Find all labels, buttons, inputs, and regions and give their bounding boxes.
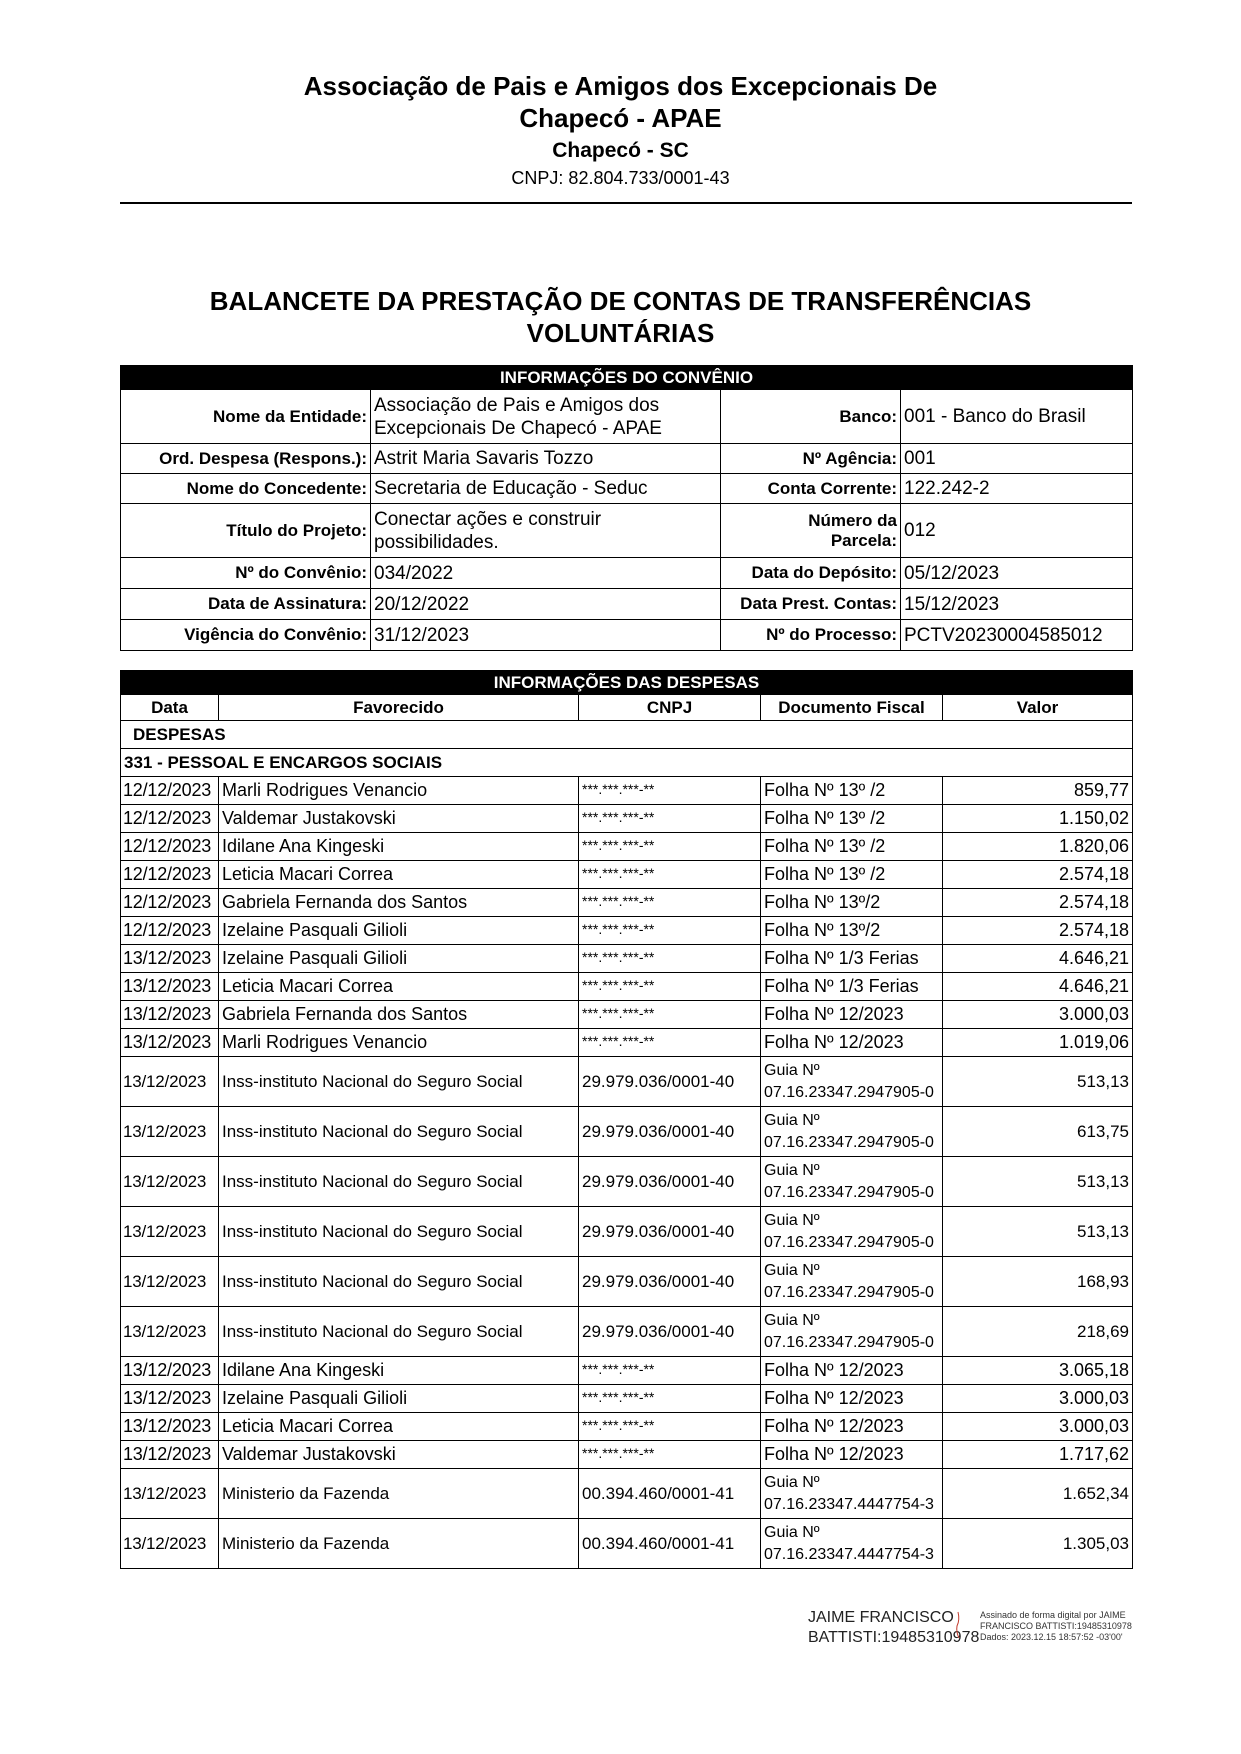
table-row bbox=[121, 1029, 1133, 1057]
data-assinatura-label: Data de Assinatura: bbox=[121, 589, 371, 620]
row-valor: 1.652,34 bbox=[943, 1469, 1133, 1519]
row-cnpj: ***.***.***-** bbox=[579, 833, 761, 861]
convenio-info-table bbox=[120, 365, 1133, 651]
table-row bbox=[121, 1441, 1133, 1469]
row-documento-line1: Guia Nº bbox=[764, 1523, 820, 1541]
row-valor: 2.574,18 bbox=[943, 917, 1133, 945]
data-prest-contas-value: 15/12/2023 bbox=[901, 589, 1133, 620]
row-documento-fiscal: Folha Nº 12/2023 bbox=[761, 1413, 943, 1441]
row-documento-line2: 07.16.23347.2947905-0 bbox=[764, 1183, 934, 1201]
concedente-label: Nome do Concedente: bbox=[121, 474, 371, 504]
row-valor: 3.000,03 bbox=[943, 1385, 1133, 1413]
row-cnpj: 29.979.036/0001-40 bbox=[579, 1307, 761, 1357]
row-cnpj: ***.***.***-** bbox=[579, 861, 761, 889]
signature-details-line1: Assinado de forma digital por JAIME bbox=[980, 1610, 1126, 1620]
ord-despesa-value: Astrit Maria Savaris Tozzo bbox=[371, 444, 721, 474]
row-data: 12/12/2023 bbox=[121, 833, 219, 861]
numero-processo-label: Nº do Processo: bbox=[721, 620, 901, 651]
row-cnpj: ***.***.***-** bbox=[579, 777, 761, 805]
row-favorecido: Valdemar Justakovski bbox=[219, 805, 579, 833]
row-favorecido: Izelaine Pasquali Gilioli bbox=[219, 917, 579, 945]
data-prest-contas-label: Data Prest. Contas: bbox=[721, 589, 901, 620]
organization-name-line2: Chapecó - APAE bbox=[519, 103, 722, 133]
table-row bbox=[121, 1519, 1133, 1569]
agencia-label: Nº Agência: bbox=[721, 444, 901, 474]
row-documento-fiscal: Folha Nº 13º /2 bbox=[761, 833, 943, 861]
row-data: 13/12/2023 bbox=[121, 1519, 219, 1569]
row-valor: 513,13 bbox=[943, 1207, 1133, 1257]
table-row bbox=[121, 1057, 1133, 1107]
vigencia-label: Vigência do Convênio: bbox=[121, 620, 371, 651]
row-favorecido: Izelaine Pasquali Gilioli bbox=[219, 945, 579, 973]
row-documento-fiscal bbox=[761, 1469, 943, 1519]
titulo-projeto-line2: possibilidades. bbox=[374, 531, 499, 553]
table-row bbox=[121, 917, 1133, 945]
row-cnpj: ***.***.***-** bbox=[579, 917, 761, 945]
table-row bbox=[121, 861, 1133, 889]
row-cnpj: 29.979.036/0001-40 bbox=[579, 1257, 761, 1307]
row-cnpj: 00.394.460/0001-41 bbox=[579, 1519, 761, 1569]
row-cnpj: ***.***.***-** bbox=[579, 945, 761, 973]
despesas-table bbox=[120, 670, 1133, 1569]
row-cnpj: 00.394.460/0001-41 bbox=[579, 1469, 761, 1519]
table-row bbox=[121, 1257, 1133, 1307]
row-documento-line2: 07.16.23347.4447754-3 bbox=[764, 1495, 934, 1513]
row-documento-line1: Guia Nº bbox=[764, 1211, 820, 1229]
row-data: 12/12/2023 bbox=[121, 917, 219, 945]
data-deposito-label: Data do Depósito: bbox=[721, 558, 901, 589]
row-valor: 1.150,02 bbox=[943, 805, 1133, 833]
row-documento-line2: 07.16.23347.2947905-0 bbox=[764, 1083, 934, 1101]
row-valor: 4.646,21 bbox=[943, 945, 1133, 973]
header-divider bbox=[120, 202, 1132, 204]
table-row bbox=[121, 1469, 1133, 1519]
row-valor: 1.019,06 bbox=[943, 1029, 1133, 1057]
row-documento-fiscal bbox=[761, 1307, 943, 1357]
signature-details-line3: Dados: 2023.12.15 18:57:52 -03'00' bbox=[980, 1632, 1123, 1642]
row-favorecido: Valdemar Justakovski bbox=[219, 1441, 579, 1469]
row-valor: 4.646,21 bbox=[943, 973, 1133, 1001]
row-valor: 859,77 bbox=[943, 777, 1133, 805]
table-row bbox=[121, 777, 1133, 805]
numero-parcela-label bbox=[721, 504, 901, 558]
row-documento-line1: Guia Nº bbox=[764, 1061, 820, 1079]
nome-entidade-line2: Excepcionais De Chapecó - APAE bbox=[374, 417, 662, 439]
row-data: 13/12/2023 bbox=[121, 1107, 219, 1157]
row-cnpj: ***.***.***-** bbox=[579, 1413, 761, 1441]
row-cnpj: 29.979.036/0001-40 bbox=[579, 1107, 761, 1157]
row-documento-line1: Guia Nº bbox=[764, 1473, 820, 1491]
row-data: 13/12/2023 bbox=[121, 1057, 219, 1107]
document-title-line1: BALANCETE DA PRESTAÇÃO DE CONTAS DE TRANSFERÊNCIAS bbox=[209, 286, 1032, 316]
row-cnpj: ***.***.***-** bbox=[579, 1001, 761, 1029]
table-row bbox=[121, 1385, 1133, 1413]
row-documento-line2: 07.16.23347.2947905-0 bbox=[764, 1333, 934, 1351]
row-favorecido: Leticia Macari Correa bbox=[219, 861, 579, 889]
row-data: 13/12/2023 bbox=[121, 1001, 219, 1029]
document-title bbox=[0, 285, 1241, 349]
row-favorecido: Inss-instituto Nacional do Seguro Social bbox=[219, 1057, 579, 1107]
numero-convenio-value: 034/2022 bbox=[371, 558, 721, 589]
table-row bbox=[121, 1107, 1133, 1157]
row-cnpj: ***.***.***-** bbox=[579, 889, 761, 917]
table-row bbox=[121, 1001, 1133, 1029]
nome-entidade-value bbox=[371, 390, 721, 444]
row-valor: 1.305,03 bbox=[943, 1519, 1133, 1569]
row-favorecido: Idilane Ana Kingeski bbox=[219, 833, 579, 861]
row-documento-fiscal bbox=[761, 1157, 943, 1207]
data-deposito-value: 05/12/2023 bbox=[901, 558, 1133, 589]
row-documento-line2: 07.16.23347.2947905-0 bbox=[764, 1283, 934, 1301]
row-cnpj: 29.979.036/0001-40 bbox=[579, 1057, 761, 1107]
row-favorecido: Leticia Macari Correa bbox=[219, 973, 579, 1001]
row-data: 13/12/2023 bbox=[121, 1469, 219, 1519]
table-row bbox=[121, 945, 1133, 973]
row-valor: 3.065,18 bbox=[943, 1357, 1133, 1385]
numero-parcela-value: 012 bbox=[901, 504, 1133, 558]
row-data: 13/12/2023 bbox=[121, 1357, 219, 1385]
numero-convenio-label: Nº do Convênio: bbox=[121, 558, 371, 589]
table-row bbox=[121, 973, 1133, 1001]
row-favorecido: Idilane Ana Kingeski bbox=[219, 1357, 579, 1385]
table-row bbox=[121, 1307, 1133, 1357]
column-header-cnpj: CNPJ bbox=[579, 695, 761, 721]
subgroup-pessoal-encargos: 331 - PESSOAL E ENCARGOS SOCIAIS bbox=[121, 749, 1133, 777]
row-data: 13/12/2023 bbox=[121, 973, 219, 1001]
row-valor: 513,13 bbox=[943, 1057, 1133, 1107]
row-cnpj: ***.***.***-** bbox=[579, 1441, 761, 1469]
nome-entidade-label: Nome da Entidade: bbox=[121, 390, 371, 444]
row-data: 13/12/2023 bbox=[121, 1207, 219, 1257]
row-valor: 1.717,62 bbox=[943, 1441, 1133, 1469]
column-header-data: Data bbox=[121, 695, 219, 721]
row-valor: 3.000,03 bbox=[943, 1413, 1133, 1441]
row-data: 12/12/2023 bbox=[121, 777, 219, 805]
row-documento-fiscal: Folha Nº 12/2023 bbox=[761, 1385, 943, 1413]
table-row bbox=[121, 833, 1133, 861]
ord-despesa-label: Ord. Despesa (Respons.): bbox=[121, 444, 371, 474]
row-documento-line1: Guia Nº bbox=[764, 1161, 820, 1179]
group-despesas: DESPESAS bbox=[121, 721, 1133, 749]
conta-corrente-value: 122.242-2 bbox=[901, 474, 1133, 504]
banco-value: 001 - Banco do Brasil bbox=[901, 390, 1133, 444]
signature-details-line2: FRANCISCO BATTISTI:19485310978 bbox=[980, 1621, 1132, 1631]
row-documento-line2: 07.16.23347.2947905-0 bbox=[764, 1133, 934, 1151]
row-documento-line2: 07.16.23347.2947905-0 bbox=[764, 1233, 934, 1251]
row-cnpj: ***.***.***-** bbox=[579, 973, 761, 1001]
row-favorecido: Leticia Macari Correa bbox=[219, 1413, 579, 1441]
table-row bbox=[121, 889, 1133, 917]
row-favorecido: Inss-instituto Nacional do Seguro Social bbox=[219, 1257, 579, 1307]
signer-name-line2: BATTISTI:19485310978 bbox=[808, 1629, 980, 1646]
table-row bbox=[121, 1357, 1133, 1385]
table-row bbox=[121, 1413, 1133, 1441]
table-row bbox=[121, 1207, 1133, 1257]
numero-processo-value: PCTV20230004585012 bbox=[901, 620, 1133, 651]
row-cnpj: ***.***.***-** bbox=[579, 1357, 761, 1385]
table-row bbox=[121, 805, 1133, 833]
row-documento-fiscal bbox=[761, 1207, 943, 1257]
row-documento-fiscal: Folha Nº 12/2023 bbox=[761, 1441, 943, 1469]
row-documento-fiscal: Folha Nº 13º /2 bbox=[761, 861, 943, 889]
row-valor: 513,13 bbox=[943, 1157, 1133, 1207]
agencia-value: 001 bbox=[901, 444, 1133, 474]
organization-cnpj: CNPJ: 82.804.733/0001-43 bbox=[511, 168, 730, 188]
row-valor: 3.000,03 bbox=[943, 1001, 1133, 1029]
row-documento-fiscal: Folha Nº 12/2023 bbox=[761, 1357, 943, 1385]
row-data: 12/12/2023 bbox=[121, 889, 219, 917]
row-favorecido: Inss-instituto Nacional do Seguro Social bbox=[219, 1107, 579, 1157]
row-data: 13/12/2023 bbox=[121, 1385, 219, 1413]
table-row bbox=[121, 1157, 1133, 1207]
row-documento-line2: 07.16.23347.4447754-3 bbox=[764, 1545, 934, 1563]
row-documento-fiscal: Folha Nº 12/2023 bbox=[761, 1001, 943, 1029]
signature-details bbox=[980, 1610, 1132, 1643]
row-favorecido: Inss-instituto Nacional do Seguro Social bbox=[219, 1307, 579, 1357]
signature-mark-icon bbox=[955, 1610, 961, 1640]
row-documento-line1: Guia Nº bbox=[764, 1261, 820, 1279]
row-valor: 218,69 bbox=[943, 1307, 1133, 1357]
convenio-section-heading: INFORMAÇÕES DO CONVÊNIO bbox=[121, 366, 1133, 390]
row-documento-fiscal: Folha Nº 13º /2 bbox=[761, 805, 943, 833]
row-cnpj: 29.979.036/0001-40 bbox=[579, 1157, 761, 1207]
row-favorecido: Marli Rodrigues Venancio bbox=[219, 1029, 579, 1057]
row-data: 13/12/2023 bbox=[121, 1029, 219, 1057]
row-valor: 1.820,06 bbox=[943, 833, 1133, 861]
row-favorecido: Inss-instituto Nacional do Seguro Social bbox=[219, 1207, 579, 1257]
row-documento-fiscal: Folha Nº 1/3 Ferias bbox=[761, 945, 943, 973]
banco-label: Banco: bbox=[721, 390, 901, 444]
row-cnpj: 29.979.036/0001-40 bbox=[579, 1207, 761, 1257]
row-documento-fiscal: Folha Nº 12/2023 bbox=[761, 1029, 943, 1057]
row-documento-fiscal: Folha Nº 13º /2 bbox=[761, 777, 943, 805]
row-valor: 168,93 bbox=[943, 1257, 1133, 1307]
vigencia-value: 31/12/2023 bbox=[371, 620, 721, 651]
titulo-projeto-line1: Conectar ações e construir bbox=[374, 508, 602, 530]
signer-name-line1: JAIME FRANCISCO bbox=[808, 1609, 954, 1626]
row-data: 12/12/2023 bbox=[121, 861, 219, 889]
data-assinatura-value: 20/12/2022 bbox=[371, 589, 721, 620]
column-header-valor: Valor bbox=[943, 695, 1133, 721]
row-documento-line1: Guia Nº bbox=[764, 1311, 820, 1329]
row-data: 13/12/2023 bbox=[121, 945, 219, 973]
titulo-projeto-label: Título do Projeto: bbox=[121, 504, 371, 558]
row-valor: 2.574,18 bbox=[943, 861, 1133, 889]
row-documento-fiscal bbox=[761, 1107, 943, 1157]
concedente-value: Secretaria de Educação - Seduc bbox=[371, 474, 721, 504]
digital-signature bbox=[808, 1608, 1138, 1652]
row-data: 12/12/2023 bbox=[121, 805, 219, 833]
row-favorecido: Inss-instituto Nacional do Seguro Social bbox=[219, 1157, 579, 1207]
row-cnpj: ***.***.***-** bbox=[579, 805, 761, 833]
nome-entidade-line1: Associação de Pais e Amigos dos bbox=[374, 394, 660, 416]
row-favorecido: Ministerio da Fazenda bbox=[219, 1469, 579, 1519]
row-favorecido: Izelaine Pasquali Gilioli bbox=[219, 1385, 579, 1413]
row-favorecido: Gabriela Fernanda dos Santos bbox=[219, 889, 579, 917]
row-data: 13/12/2023 bbox=[121, 1307, 219, 1357]
row-documento-fiscal bbox=[761, 1257, 943, 1307]
titulo-projeto-value bbox=[371, 504, 721, 558]
despesas-section-heading: INFORMAÇÕES DAS DESPESAS bbox=[121, 671, 1133, 695]
organization-city: Chapecó - SC bbox=[552, 139, 689, 162]
row-valor: 2.574,18 bbox=[943, 889, 1133, 917]
row-data: 13/12/2023 bbox=[121, 1413, 219, 1441]
row-documento-fiscal: Folha Nº 13º/2 bbox=[761, 917, 943, 945]
column-header-favorecido: Favorecido bbox=[219, 695, 579, 721]
signer-name bbox=[808, 1608, 979, 1648]
row-valor: 613,75 bbox=[943, 1107, 1133, 1157]
row-documento-fiscal bbox=[761, 1519, 943, 1569]
organization-name-line1: Associação de Pais e Amigos dos Excepcionais De bbox=[303, 71, 938, 101]
row-cnpj: ***.***.***-** bbox=[579, 1385, 761, 1413]
document-title-line2: VOLUNTÁRIAS bbox=[526, 318, 715, 348]
row-data: 13/12/2023 bbox=[121, 1157, 219, 1207]
row-documento-fiscal: Folha Nº 1/3 Ferias bbox=[761, 973, 943, 1001]
row-favorecido: Marli Rodrigues Venancio bbox=[219, 777, 579, 805]
document-header bbox=[0, 70, 1241, 190]
row-data: 13/12/2023 bbox=[121, 1257, 219, 1307]
row-favorecido: Ministerio da Fazenda bbox=[219, 1519, 579, 1569]
numero-parcela-label-line2: Parcela: bbox=[830, 530, 897, 550]
row-cnpj: ***.***.***-** bbox=[579, 1029, 761, 1057]
conta-corrente-label: Conta Corrente: bbox=[721, 474, 901, 504]
row-documento-fiscal: Folha Nº 13º/2 bbox=[761, 889, 943, 917]
row-documento-line1: Guia Nº bbox=[764, 1111, 820, 1129]
row-data: 13/12/2023 bbox=[121, 1441, 219, 1469]
row-favorecido: Gabriela Fernanda dos Santos bbox=[219, 1001, 579, 1029]
numero-parcela-label-line1: Número da bbox=[808, 510, 897, 530]
row-documento-fiscal bbox=[761, 1057, 943, 1107]
column-header-documento-fiscal: Documento Fiscal bbox=[761, 695, 943, 721]
